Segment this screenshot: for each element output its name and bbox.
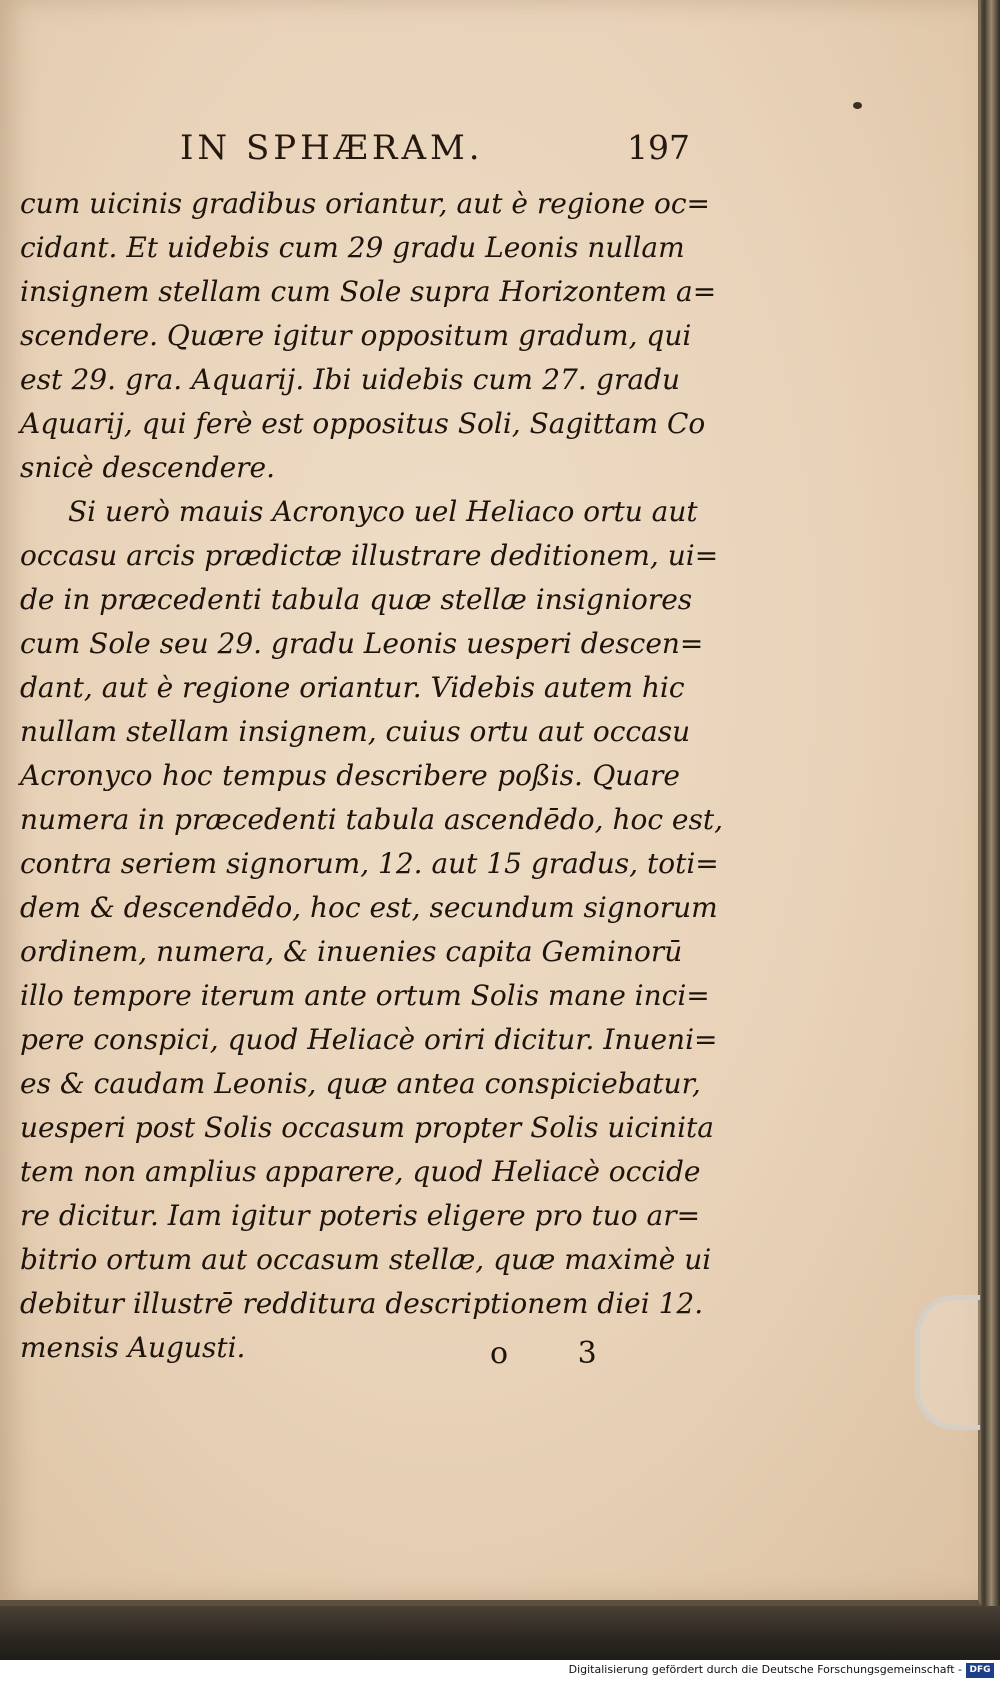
text-line: Acronyco hoc tempus describere poßis. Quare: [20, 759, 680, 792]
text-line: contra seriem signorum, 12. aut 15 gradus, toti=: [20, 847, 719, 880]
text-line: uesperi post Solis occasum propter Solis uicinita: [20, 1111, 714, 1144]
signature-mark: o 3: [490, 1336, 627, 1371]
text-line: pere conspici, quod Heliacè oriri dicitur. Inueni=: [20, 1023, 718, 1056]
text-line: est 29. gra. Aquarij. Ibi uidebis cum 27. gradu: [20, 363, 680, 396]
text-line: Si uerò mauis Acronyco uel Heliaco ortu aut: [68, 495, 698, 528]
text-line: tem non amplius apparere, quod Heliacè occide: [20, 1155, 701, 1188]
text-line: nullam stellam insignem, cuius ortu aut occasu: [20, 715, 691, 748]
text-line: mensis Augusti.: [20, 1331, 246, 1364]
page-number: 197: [627, 128, 690, 167]
running-head-title: IN SPHÆRAM.: [180, 128, 484, 168]
dfg-logo: DFG: [966, 1663, 994, 1678]
text-line: ordinem, numera, & inuenies capita Geminorū: [20, 935, 683, 968]
text-line: scendere. Quære igitur oppositum gradum, qui: [20, 319, 692, 352]
scanner-bed: [0, 1606, 1000, 1660]
text-line: illo tempore iterum ante ortum Solis mane inci=: [20, 979, 710, 1012]
text-line: occasu arcis prædictæ illustrare deditionem, ui=: [20, 539, 719, 572]
text-line: de in præcedenti tabula quæ stellæ insigniores: [20, 583, 693, 616]
text-line: dem & descendēdo, hoc est, secundum signorum: [20, 891, 718, 924]
text-line: insignem stellam cum Sole supra Horizontem a=: [20, 275, 717, 308]
page-clip: [915, 1295, 980, 1430]
text-line: debitur illustrē redditura descriptionem diei 12.: [20, 1287, 704, 1320]
digitization-credit-bar: [0, 1660, 1000, 1682]
text-line: es & caudam Leonis, quæ antea conspiciebatur,: [20, 1067, 701, 1100]
text-line: Aquarij, qui ferè est oppositus Soli, Sagittam Co: [20, 407, 706, 440]
ink-speck: [853, 102, 862, 109]
text-line: cidant. Et uidebis cum 29 gradu Leonis nullam: [20, 231, 685, 264]
credit-text: Digitalisierung gefördert durch die Deutsche Forschungsgemeinschaft -: [568, 1663, 962, 1676]
text-line: bitrio ortum aut occasum stellæ, quæ maximè ui: [20, 1243, 712, 1276]
text-line: numera in præcedenti tabula ascendēdo, hoc est,: [20, 803, 724, 836]
running-head: [150, 128, 690, 178]
text-line: cum Sole seu 29. gradu Leonis uesperi descen=: [20, 627, 704, 660]
text-line: snicè descendere.: [20, 451, 276, 484]
text-line: re dicitur. Iam igitur poteris eligere pro tuo ar=: [20, 1199, 701, 1232]
body-text: [20, 182, 724, 1370]
text-line: cum uicinis gradibus oriantur, aut è regione oc=: [20, 187, 711, 220]
text-line: dant, aut è regione oriantur. Videbis autem hic: [20, 671, 685, 704]
